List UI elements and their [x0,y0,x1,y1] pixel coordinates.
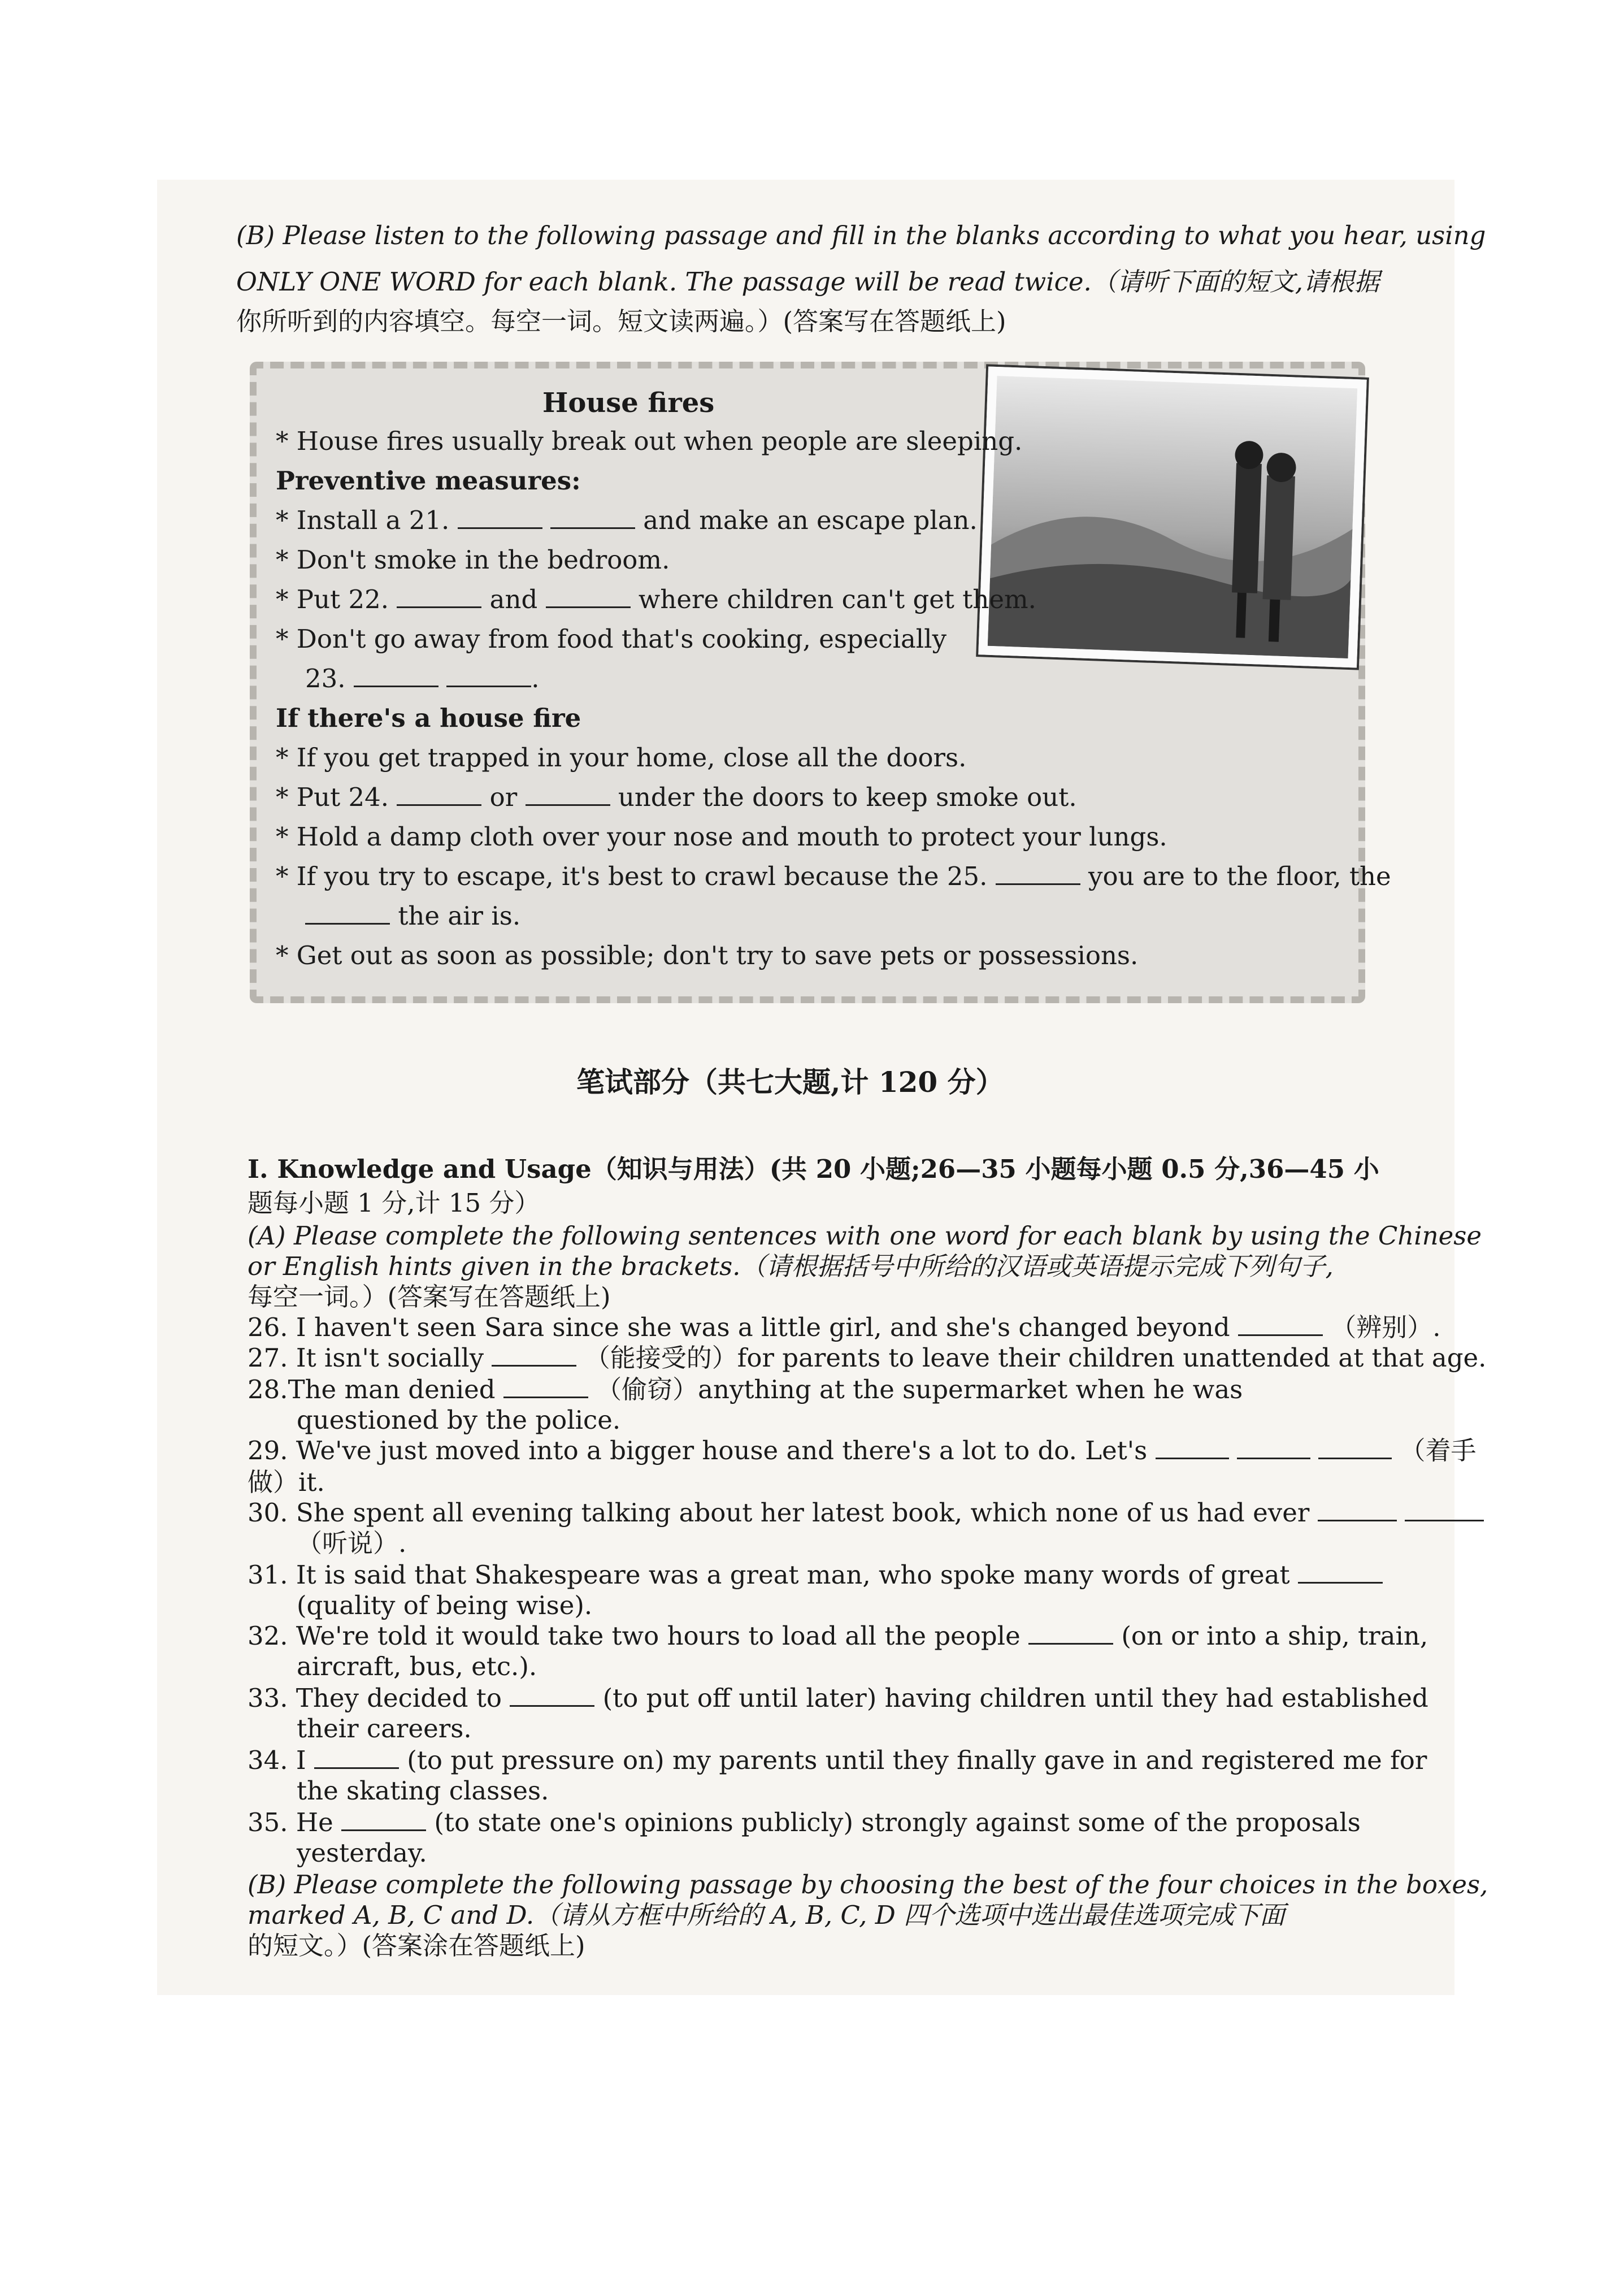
question-35 [247,1806,1361,1839]
measure-cooking: * Don't go away from food that's cooking, especially [276,624,946,654]
question-30-cont: （听说）. [297,1528,407,1558]
blank-21a[interactable] [458,505,542,529]
question-28 [247,1373,1243,1406]
fire-25-text-a: * If you try to escape, it's best to crawl because the 25. [276,861,988,891]
q28-text-a: 28.The man denied [247,1374,496,1404]
section1-b-instruction-2: marked A, B, C and D.（请从方框中所给的 A, B, C, D 四个选项中选出最佳选项完成下面 [247,1900,1286,1930]
blank-21b[interactable] [550,505,635,529]
question-29 [247,1434,1477,1467]
q32-text-a: 32. We're told it would take two hours to load all the people [247,1621,1021,1651]
listening-instruction-line-3: 你所听到的内容填空。每空一词。短文读两遍。）(答案写在答题纸上) [236,306,1006,336]
blank-24b[interactable] [526,782,610,806]
q33-text-b: (to put off until later) having children until they had established [602,1683,1428,1713]
question-31 [247,1559,1383,1592]
blank-29b[interactable] [1237,1435,1310,1459]
q34-text-b: (to put pressure on) my parents until they finally gave in and registered me for [407,1745,1427,1775]
q31-text-a: 31. It is said that Shakespeare was a great man, who spoke many words of great [247,1560,1290,1590]
blank-31[interactable] [1298,1559,1383,1584]
blank-30b[interactable] [1405,1497,1484,1521]
q35-text-b: (to state one's opinions publicly) strongly against some of the proposals [434,1807,1361,1837]
measure-22-text-c: where children can't get them. [638,584,1036,614]
section1-a-instruction-1: (A) Please complete the following sentences with one word for each blank by using the Chinese [247,1221,1482,1251]
listening-instruction-line-1: (B) Please listen to the following passage and fill in the blanks according to what you hear, using [236,220,1486,250]
measure-22-text-a: * Put 22. [276,584,389,614]
section1-b-instruction-3: 的短文。）(答案涂在答题纸上) [247,1931,585,1961]
blank-25a[interactable] [996,861,1080,885]
fire-heading: If there's a house fire [276,703,581,733]
blank-34[interactable] [314,1745,399,1769]
question-32 [247,1620,1428,1653]
fire-25-text-b: you are to the floor, the [1088,861,1391,891]
fire-24-text-b: or [489,782,518,812]
q29-text-a: 29. We've just moved into a bigger house and there's a lot to do. Let's [247,1436,1148,1465]
fire-trapped: * If you get trapped in your home, close all the doors. [276,743,967,773]
blank-22b[interactable] [546,584,631,608]
question-34-cont: the skating classes. [297,1776,549,1806]
q32-text-b: (on or into a ship, train, [1121,1621,1428,1651]
measure-23-text: 23. [305,664,346,693]
listening-instruction-line-2: ONLY ONE WORD for each blank. The passage will be read twice.（请听下面的短文,请根据 [236,267,1380,297]
question-34 [247,1744,1427,1777]
q33-text-a: 33. They decided to [247,1683,502,1713]
firefighters-image [988,376,1357,658]
fire-get-out: * Get out as soon as possible; don't try to save pets or possessions. [276,940,1139,970]
blank-32[interactable] [1028,1620,1113,1645]
measure-21 [276,504,978,537]
question-26 [247,1311,1441,1344]
blank-23a[interactable] [354,663,438,687]
q27-text-a: 27. It isn't socially [247,1343,484,1373]
question-30 [247,1497,1484,1529]
blank-22a[interactable] [397,584,481,608]
q27-text-b: （能接受的）for parents to leave their children unattended at that age. [584,1343,1487,1373]
blank-33[interactable] [510,1682,594,1707]
measure-no-smoke: * Don't smoke in the bedroom. [276,545,670,575]
measure-22 [276,583,1036,616]
fire-25-text-c: the air is. [398,901,521,931]
fire-damp-cloth: * Hold a damp cloth over your nose and mouth to protect your lungs. [276,822,1167,852]
blank-24a[interactable] [397,782,481,806]
fire-24-text-a: * Put 24. [276,782,389,812]
q26-text-b: （辨别）. [1331,1312,1441,1342]
q28-text-b: （偷窃）anything at the supermarket when he was [596,1374,1243,1404]
question-27 [247,1342,1487,1374]
question-29-cont: 做）it. [247,1467,325,1497]
blank-30a[interactable] [1318,1497,1397,1521]
question-33 [247,1682,1428,1715]
question-32-cont: aircraft, bus, etc.). [297,1651,537,1681]
blank-26[interactable] [1238,1312,1323,1336]
blank-35[interactable] [341,1807,426,1831]
blank-29c[interactable] [1318,1435,1392,1459]
q34-text-a: 34. I [247,1745,306,1775]
blank-23b[interactable] [446,663,531,687]
q29-text-b: （着手 [1400,1436,1477,1465]
question-35-cont: yesterday. [297,1838,427,1868]
firefighters-photo [978,366,1366,667]
box-title: House fires [542,387,715,419]
written-part-heading: 笔试部分（共七大题,计 120 分） [576,1065,1004,1099]
box-intro: * House fires usually break out when people are sleeping. [276,426,1023,456]
fire-25 [276,860,1391,893]
blank-28[interactable] [503,1374,588,1398]
measure-21-text-b: and make an escape plan. [643,505,978,535]
measure-21-text-a: * Install a 21. [276,505,450,535]
measure-23: 23. . [305,664,540,693]
fire-24-text-c: under the doors to keep smoke out. [618,782,1077,812]
question-28-cont: questioned by the police. [297,1405,621,1435]
fire-24 [276,781,1077,814]
section1-a-instruction-3: 每空一词。）(答案写在答题纸上) [247,1282,611,1312]
blank-27[interactable] [492,1342,576,1367]
question-33-cont: their careers. [297,1714,472,1744]
q35-text-a: 35. He [247,1807,333,1837]
blank-25b[interactable] [305,900,390,925]
measure-22-text-b: and [489,584,538,614]
section1-b-instruction-1: (B) Please complete the following passage by choosing the best of the four choices in the boxes, [247,1870,1488,1900]
section1-heading-line-1: I. Knowledge and Usage（知识与用法）(共 20 小题;26—35 小题每小题 0.5 分,36—45 小 [247,1154,1379,1184]
preventive-heading: Preventive measures: [276,466,581,496]
section1-heading-line-2: 题每小题 1 分,计 15 分） [247,1188,540,1218]
fire-25-cont [305,900,520,933]
question-31-cont: (quality of being wise). [297,1590,593,1620]
q26-text-a: 26. I haven't seen Sara since she was a little girl, and she's changed beyond [247,1312,1230,1342]
section1-a-instruction-2: or English hints given in the brackets.（请根据括号中所给的汉语或英语提示完成下列句子, [247,1251,1334,1281]
q30-text-a: 30. She spent all evening talking about her latest book, which none of us had ever [247,1498,1310,1528]
blank-29a[interactable] [1156,1435,1229,1459]
